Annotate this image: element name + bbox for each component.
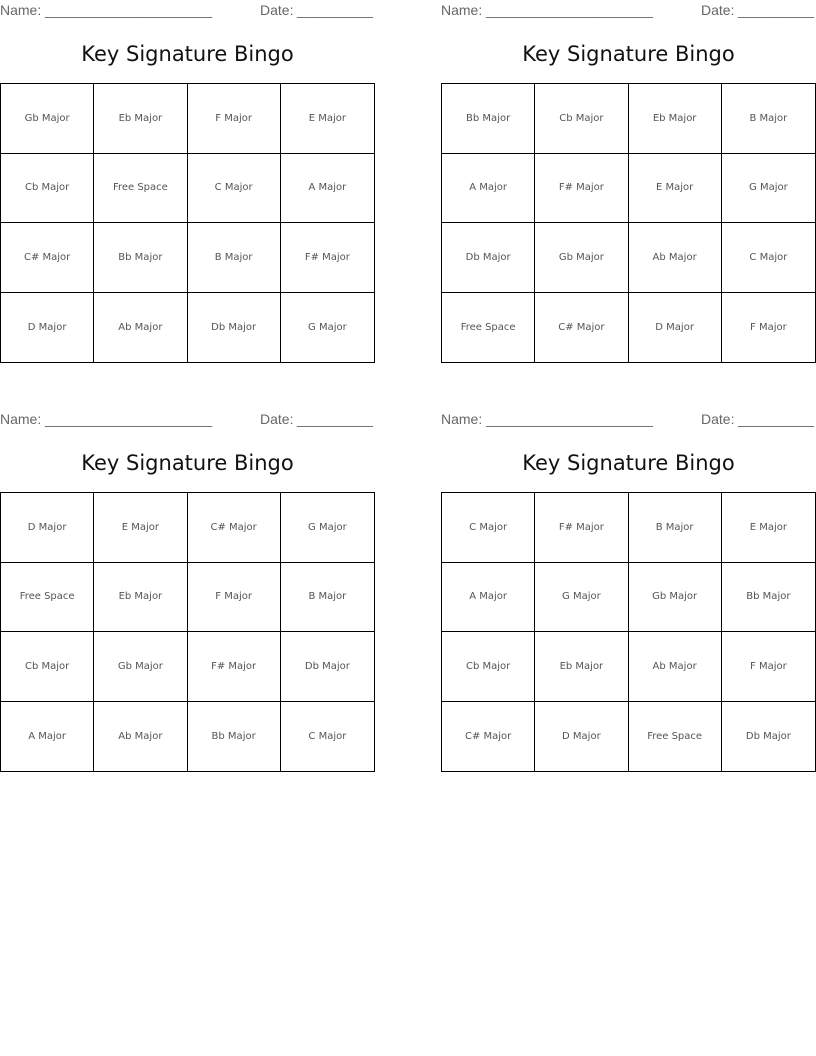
bingo-cell[interactable]: B Major: [281, 563, 374, 633]
bingo-cell[interactable]: G Major: [281, 493, 374, 563]
bingo-cell[interactable]: F Major: [750, 321, 787, 333]
bingo-cell[interactable]: F Major: [188, 563, 281, 633]
name-label: Name:: [441, 2, 483, 18]
card-title: Key Signature Bingo: [522, 451, 735, 475]
bingo-cell[interactable]: C# Major: [535, 293, 628, 363]
bingo-grid: [441, 492, 816, 772]
date-label: Date:: [260, 411, 294, 427]
bingo-cell[interactable]: Free Space: [94, 154, 187, 224]
name-blank-line[interactable]: ______________________: [45, 2, 212, 18]
bingo-cell[interactable]: Free Space: [1, 563, 94, 633]
name-blank-line[interactable]: ______________________: [45, 411, 212, 427]
bingo-cell[interactable]: Cb Major: [1, 154, 94, 224]
card-title: Key Signature Bingo: [81, 42, 294, 66]
bingo-cell[interactable]: C# Major: [442, 702, 535, 772]
bingo-cell[interactable]: C Major: [442, 493, 535, 563]
bingo-cell[interactable]: Db Major: [188, 293, 281, 363]
bingo-grid: [441, 83, 816, 363]
bingo-cell[interactable]: A Major: [442, 563, 535, 633]
bingo-cell[interactable]: Bb Major: [188, 702, 281, 772]
bingo-cell[interactable]: Gb Major: [1, 84, 94, 154]
name-label: Name:: [0, 411, 42, 427]
bingo-cell[interactable]: Eb Major: [94, 563, 187, 633]
bingo-cell[interactable]: Eb Major: [535, 632, 628, 702]
bingo-cell[interactable]: F# Major: [281, 223, 374, 293]
bingo-card-1: [0, 0, 375, 365]
bingo-cell[interactable]: D Major: [629, 293, 722, 363]
bingo-cell[interactable]: D Major: [535, 702, 628, 772]
bingo-cell[interactable]: B Major: [722, 84, 815, 154]
bingo-cell[interactable]: Ab Major: [629, 223, 722, 293]
bingo-cell[interactable]: F# Major: [535, 493, 628, 563]
bingo-cell[interactable]: G Major: [722, 154, 815, 224]
bingo-cell[interactable]: F# Major: [535, 154, 628, 224]
name-label: Name:: [0, 2, 42, 18]
bingo-cell[interactable]: Ab Major: [94, 293, 187, 363]
bingo-cell[interactable]: G Major: [308, 321, 347, 333]
name-blank-line[interactable]: ______________________: [486, 411, 653, 427]
bingo-cell[interactable]: C Major: [308, 730, 347, 742]
bingo-cell[interactable]: F Major: [188, 84, 281, 154]
name-date-line: [441, 2, 816, 20]
bingo-cell[interactable]: Bb Major: [722, 563, 815, 633]
date-label: Date:: [701, 411, 735, 427]
bingo-cell[interactable]: C Major: [188, 154, 281, 224]
name-date-line: [0, 411, 375, 429]
bingo-cell[interactable]: F# Major: [188, 632, 281, 702]
card-title: Key Signature Bingo: [522, 42, 735, 66]
bingo-cell[interactable]: Cb Major: [535, 84, 628, 154]
name-label: Name:: [441, 411, 483, 427]
date-blank-line[interactable]: __________: [297, 2, 373, 18]
bingo-cell[interactable]: D Major: [1, 293, 94, 363]
bingo-cell[interactable]: Cb Major: [442, 632, 535, 702]
bingo-grid: [0, 492, 375, 772]
date-blank-line[interactable]: __________: [297, 411, 373, 427]
date-blank-line[interactable]: __________: [738, 411, 814, 427]
bingo-cell[interactable]: E Major: [629, 154, 722, 224]
bingo-cell[interactable]: A Major: [281, 154, 374, 224]
bingo-cell[interactable]: C# Major: [1, 223, 94, 293]
bingo-cell[interactable]: Free Space: [442, 293, 535, 363]
bingo-cell[interactable]: Db Major: [442, 223, 535, 293]
bingo-cell[interactable]: B Major: [629, 493, 722, 563]
card-title: Key Signature Bingo: [81, 451, 294, 475]
bingo-cell[interactable]: Bb Major: [442, 84, 535, 154]
date-blank-line[interactable]: __________: [738, 2, 814, 18]
bingo-cell[interactable]: D Major: [1, 493, 94, 563]
bingo-cell[interactable]: Gb Major: [94, 632, 187, 702]
date-label: Date:: [701, 2, 735, 18]
bingo-cell[interactable]: E Major: [94, 493, 187, 563]
bingo-card-3: [0, 409, 375, 774]
bingo-cell[interactable]: C Major: [722, 223, 815, 293]
bingo-cell[interactable]: E Major: [722, 493, 815, 563]
bingo-cell[interactable]: Bb Major: [94, 223, 187, 293]
bingo-cell[interactable]: Eb Major: [94, 84, 187, 154]
bingo-cell[interactable]: Gb Major: [629, 563, 722, 633]
name-blank-line[interactable]: ______________________: [486, 2, 653, 18]
name-date-line: [0, 2, 375, 20]
bingo-cell[interactable]: Eb Major: [629, 84, 722, 154]
bingo-cell[interactable]: Free Space: [629, 702, 722, 772]
bingo-card-2: [441, 0, 816, 365]
bingo-cell[interactable]: B Major: [188, 223, 281, 293]
bingo-grid: [0, 83, 375, 363]
bingo-cell[interactable]: E Major: [281, 84, 374, 154]
bingo-cell[interactable]: Cb Major: [1, 632, 94, 702]
bingo-cell[interactable]: F Major: [722, 632, 815, 702]
bingo-cell[interactable]: Gb Major: [535, 223, 628, 293]
bingo-cell[interactable]: A Major: [442, 154, 535, 224]
bingo-cell[interactable]: A Major: [1, 702, 94, 772]
bingo-cell[interactable]: G Major: [535, 563, 628, 633]
bingo-cell[interactable]: Db Major: [281, 632, 374, 702]
bingo-cell[interactable]: Ab Major: [94, 702, 187, 772]
bingo-cell[interactable]: Ab Major: [629, 632, 722, 702]
bingo-cell[interactable]: Db Major: [745, 730, 791, 742]
bingo-cell[interactable]: C# Major: [188, 493, 281, 563]
date-label: Date:: [260, 2, 294, 18]
bingo-card-4: [441, 409, 816, 774]
name-date-line: [441, 411, 816, 429]
